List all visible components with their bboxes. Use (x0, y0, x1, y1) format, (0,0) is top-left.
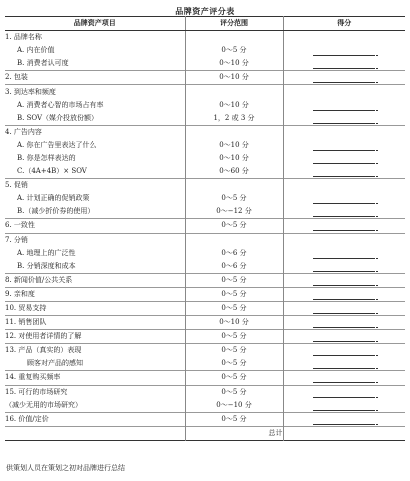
item-cell (5, 192, 185, 205)
table-row (5, 260, 405, 274)
score-cell (283, 205, 405, 219)
item-cell (5, 412, 185, 426)
score-cell (283, 85, 405, 99)
score-blank-line[interactable] (313, 172, 375, 177)
score-blank-line[interactable] (313, 106, 375, 111)
item-label: B. 消费者认可度 (17, 59, 69, 68)
score-cell (283, 165, 405, 179)
score-blank-line[interactable] (313, 226, 375, 231)
item-cell (5, 44, 185, 57)
range-cell: 0～10 分 (185, 316, 283, 330)
table-row (5, 71, 405, 85)
item-label: 12. 对使用者详情的了解 (5, 332, 82, 341)
score-blank-line[interactable] (313, 393, 375, 398)
header-range: 评分范围 (185, 17, 283, 31)
item-cell (5, 344, 185, 358)
table-row (5, 192, 405, 205)
item-cell (5, 139, 185, 152)
item-label: 16. 价值/定价 (5, 414, 49, 423)
table-row (5, 412, 405, 426)
range-cell: 0～5 分 (185, 219, 283, 233)
item-cell (5, 287, 185, 301)
range-cell: 0～5 分 (185, 301, 283, 315)
range-cell (185, 125, 283, 139)
total-row (5, 426, 405, 440)
item-label: 3. 到达率和频度 (5, 87, 56, 96)
range-cell: 0～5 分 (185, 412, 283, 426)
total-spacer (5, 426, 185, 440)
range-cell: 0～5 分 (185, 330, 283, 344)
score-blank-line[interactable] (313, 159, 375, 164)
table-row (5, 385, 405, 399)
range-cell: 0～5 分 (185, 273, 283, 287)
score-blank-line[interactable] (313, 119, 375, 124)
item-label: 13. 产品（真实的）表现 (5, 346, 82, 355)
table-row (5, 273, 405, 287)
score-blank-line[interactable] (313, 146, 375, 151)
item-cell (5, 247, 185, 260)
range-cell: 0～5 分 (185, 287, 283, 301)
score-cell (283, 219, 405, 233)
score-cell (283, 31, 405, 45)
range-cell: 0～10 分 (185, 152, 283, 165)
range-cell: 0～10 分 (185, 99, 283, 112)
range-cell: 1，2 或 3 分 (185, 112, 283, 126)
range-cell: 0～5 分 (185, 344, 283, 358)
item-label: B. SOV（媒介投放份额） (17, 113, 99, 122)
score-cell (283, 125, 405, 139)
item-label: 2. 包装 (5, 73, 28, 82)
table-row (5, 219, 405, 233)
item-label: A. 消费者心智的市场占有率 (17, 100, 104, 109)
score-cell (283, 412, 405, 426)
item-cell (5, 125, 185, 139)
score-cell (283, 330, 405, 344)
item-label: A. 内在价值 (17, 46, 55, 55)
item-label: A. 你在广告里表达了什么 (17, 140, 97, 149)
table-row (5, 247, 405, 260)
item-label: B. 分销深度和成本 (17, 261, 76, 270)
range-cell: 0～5 分 (185, 357, 283, 371)
table-row (5, 99, 405, 112)
item-cell (5, 85, 185, 99)
score-blank-line[interactable] (313, 295, 375, 300)
score-blank-line[interactable] (313, 309, 375, 314)
range-cell: 0～5 分 (185, 385, 283, 399)
table-row (5, 316, 405, 330)
item-cell (5, 57, 185, 71)
table-row (5, 139, 405, 152)
table-row (5, 57, 405, 71)
table-row (5, 205, 405, 219)
range-cell: 0～5 分 (185, 44, 283, 57)
header-item: 品牌资产项目 (5, 17, 185, 31)
score-blank-line[interactable] (313, 212, 375, 217)
table-row (5, 179, 405, 193)
item-label: A. 计划正确的促销政策 (17, 194, 90, 203)
score-blank-line[interactable] (313, 420, 375, 425)
item-label: 8. 新闻价值/公共关系 (5, 275, 73, 284)
item-label: 14. 重复购买频率 (5, 373, 61, 382)
table-row (5, 301, 405, 315)
range-cell: 0～6 分 (185, 247, 283, 260)
footer-note: 供策划人员在策划之初对品牌进行总结 (6, 464, 125, 472)
table-row (5, 165, 405, 179)
item-cell (5, 205, 185, 219)
range-cell: 0～60 分 (185, 165, 283, 179)
score-cell (283, 44, 405, 57)
item-label: 10. 贸易支持 (5, 304, 47, 313)
item-label: 5. 促销 (5, 181, 28, 190)
table-title: 品牌资产评分表 (175, 7, 235, 16)
range-cell (185, 179, 283, 193)
item-label: 顾客对产品的感知 (27, 359, 83, 368)
score-cell (283, 192, 405, 205)
item-cell (5, 219, 185, 233)
total-score-cell (283, 426, 405, 440)
score-blank-line[interactable] (313, 406, 375, 411)
item-cell (5, 179, 185, 193)
range-cell (185, 85, 283, 99)
score-cell (283, 99, 405, 112)
item-cell (5, 165, 185, 179)
score-cell (283, 371, 405, 385)
item-label: C.（4A+4B）× SOV (17, 167, 87, 176)
score-table (5, 16, 405, 441)
table-row (5, 330, 405, 344)
item-label: （减少无用的市场研究） (5, 400, 82, 409)
table-row (5, 233, 405, 247)
score-cell (283, 385, 405, 399)
item-label: 7. 分销 (5, 235, 28, 244)
item-cell (5, 301, 185, 315)
score-cell (283, 247, 405, 260)
table-row (5, 31, 405, 45)
score-cell (283, 287, 405, 301)
item-cell (5, 233, 185, 247)
header-score: 得分 (283, 17, 405, 31)
range-cell: 0～−10 分 (185, 399, 283, 413)
score-cell (283, 233, 405, 247)
score-blank-line[interactable] (313, 78, 375, 83)
item-cell (5, 371, 185, 385)
score-cell (283, 301, 405, 315)
table-row (5, 357, 405, 371)
item-label: B. 你是怎样表达的 (17, 153, 76, 162)
item-cell (5, 112, 185, 126)
score-cell (283, 344, 405, 358)
score-blank-line[interactable] (313, 378, 375, 383)
score-blank-line[interactable] (313, 267, 375, 272)
range-cell: 0～10 分 (185, 139, 283, 152)
score-blank-line[interactable] (313, 323, 375, 328)
score-cell (283, 152, 405, 165)
score-cell (283, 139, 405, 152)
score-cell (283, 260, 405, 274)
item-cell (5, 31, 185, 45)
score-cell (283, 112, 405, 126)
item-cell (5, 99, 185, 112)
table-row (5, 112, 405, 126)
total-label: 总计 (185, 426, 283, 440)
score-blank-line[interactable] (313, 199, 375, 204)
item-label: 15. 可行的市场研究 (5, 387, 68, 396)
score-blank-line[interactable] (313, 254, 375, 259)
range-cell: 0～−12 分 (185, 205, 283, 219)
score-cell (283, 399, 405, 413)
table-body (5, 31, 405, 427)
range-cell: 0～6 分 (185, 260, 283, 274)
item-label: 9. 亲和度 (5, 289, 35, 298)
range-cell: 0～10 分 (185, 71, 283, 85)
score-cell (283, 273, 405, 287)
range-cell (185, 31, 283, 45)
item-cell (5, 385, 185, 399)
score-blank-line[interactable] (313, 51, 375, 56)
score-cell (283, 179, 405, 193)
score-blank-line[interactable] (313, 281, 375, 286)
item-label: A. 地理上的广泛性 (17, 248, 76, 257)
item-cell (5, 330, 185, 344)
item-cell (5, 273, 185, 287)
score-blank-line[interactable] (313, 364, 375, 369)
score-blank-line[interactable] (313, 337, 375, 342)
table-row (5, 371, 405, 385)
table-row (5, 44, 405, 57)
score-cell (283, 316, 405, 330)
item-label: 4. 广告内容 (5, 127, 42, 136)
item-cell (5, 260, 185, 274)
score-blank-line[interactable] (313, 351, 375, 356)
item-cell (5, 152, 185, 165)
item-cell (5, 399, 185, 413)
table-row (5, 287, 405, 301)
score-cell (283, 57, 405, 71)
header-row (5, 17, 405, 31)
range-cell: 0～5 分 (185, 371, 283, 385)
table-row (5, 152, 405, 165)
score-blank-line[interactable] (313, 64, 375, 69)
table-row (5, 344, 405, 358)
item-cell (5, 357, 185, 371)
score-cell (283, 357, 405, 371)
range-cell: 0～10 分 (185, 57, 283, 71)
table-row (5, 399, 405, 413)
score-cell (283, 71, 405, 85)
item-label: 6. 一致性 (5, 221, 35, 230)
item-cell (5, 316, 185, 330)
range-cell (185, 233, 283, 247)
item-label: 11. 销售团队 (5, 318, 47, 327)
item-cell (5, 71, 185, 85)
item-label: 1. 品牌名称 (5, 33, 42, 42)
range-cell: 0～5 分 (185, 192, 283, 205)
table-row (5, 85, 405, 99)
item-label: B.（减少折价券的使用） (17, 207, 95, 216)
table-row (5, 125, 405, 139)
